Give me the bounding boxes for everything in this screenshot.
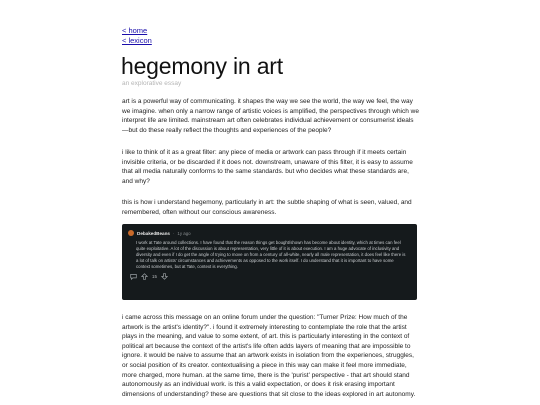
upvote-icon [141, 273, 148, 280]
forum-comment-screenshot [122, 224, 417, 300]
comment-score: 15 [152, 274, 157, 280]
lexicon-link[interactable]: < lexicon [122, 35, 152, 45]
comment-icon [130, 273, 137, 280]
downvote-icon [161, 273, 168, 280]
paragraph-hegemony: this is how i understand hegemony, particularly in art: the subtle shaping of what is seen, valued, and remembered, often without our conscious awareness. [122, 199, 412, 216]
page-subtitle: an explorative essay [122, 80, 182, 87]
comment-body: I work at Tate around collections. I have found that the reason things get bought/shown has become about identity, which at times can feel quite exploitative. A lot of the discussion is about representation, very little of it is about execution. I am a huge advocate of inclusivity and diversity and even if I do get the angle of trying to move on from a century of all-white, nearly all male representation, it does feel like there is a lot of talk on artists' circumstances and achievements as opposed to the work itself. I do understand that it is important to have some context sometimes, but at Tate, context is everything. [136, 240, 406, 270]
paragraph-filter: i like to think of it as a great filter: any piece of media or artwork can pass through if it meets certain invisible criteria, or be discarded if it does not. downstream, unaware of this filter, it is easy to assume that all media naturally conforms to the same standards. but who decides what these standards are, and why? [122, 149, 413, 185]
comment-username: DebakedBeans [137, 230, 170, 236]
breadcrumb-nav [122, 26, 152, 45]
avatar [128, 230, 134, 236]
home-link[interactable]: < home [122, 26, 148, 35]
comment-separator: · [172, 230, 175, 236]
comment-header [128, 229, 411, 237]
paragraph-intro: art is a powerful way of communicating. it shapes the way we see the world, the way we feel, the way we imagine. when only a narrow range of artistic voices is amplified, the perspectives through which we interpret life are limited. mainstream art often celebrates individual achievement or consumerist ideals—but do these really reflect the thoughts and experiences of the people? [122, 98, 419, 134]
paragraph-turner-prize: i came across this message on an online forum under the question: "Turner Prize: How much of the artwork is the artist's identity?". i found it extremely interesting to contemplate the role that the artist plays in the meaning, and value to some extent, of art. this is particularly interesting in the context of political art because the context of the artist's life often adds layers of meaning that are impossible to ignore. it would be naive to assume that an artwork exists in isolation from the experiences, struggles, or social position of its creator. contextualising a piece in this way can make it feel more immediate, more charged, more human. at the same time, there is the 'purist' perspective - that art should stand autonomously as an individual work. is this a valid expectation, or does it risk erasing important dimensions of understanding? these are questions that sit close to the ideas explored in art autonomy. [122, 314, 416, 398]
comment-timestamp: 1y ago [177, 230, 191, 236]
comment-actions [130, 273, 411, 280]
page-title: hegemony in art [121, 53, 283, 79]
